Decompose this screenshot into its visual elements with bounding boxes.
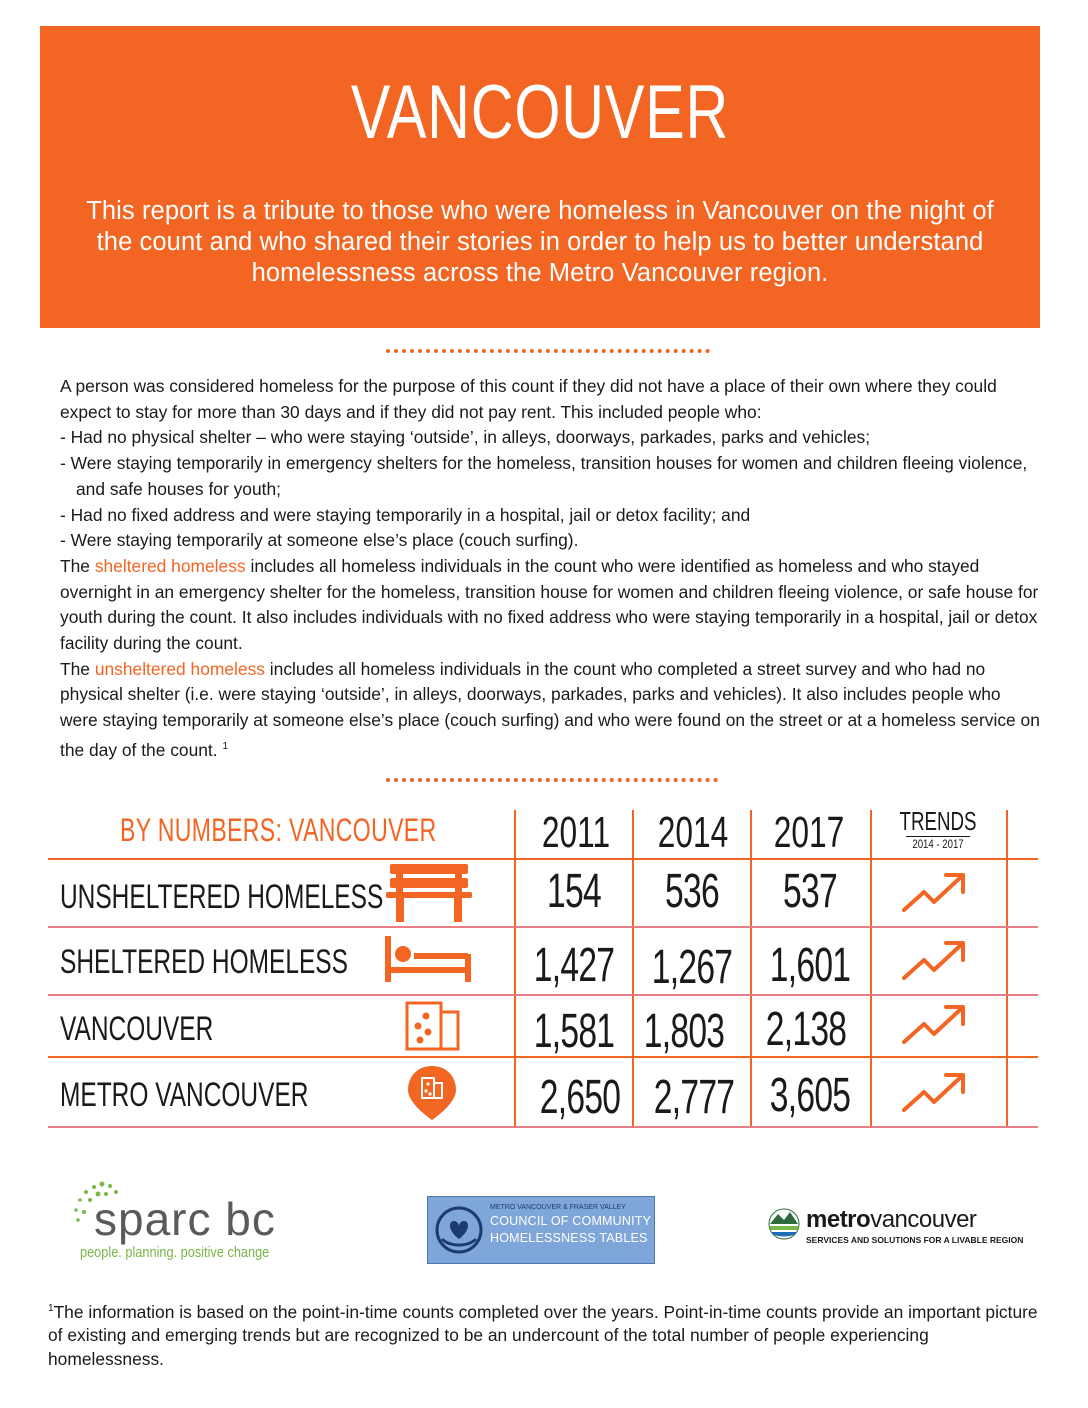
count-cell: 2,777 — [653, 1071, 735, 1124]
sheltered-prefix: The — [60, 555, 95, 576]
sheltered-term: sheltered homeless — [94, 555, 246, 576]
count-cell: 2,138 — [765, 1003, 847, 1056]
count-cell: 1,267 — [651, 941, 733, 994]
count-cell: 1,581 — [533, 1005, 615, 1058]
trends-label: TRENDS — [899, 806, 977, 836]
count-cell: 2,650 — [539, 1071, 621, 1124]
row-label: UNSHELTERED HOMELESS — [60, 878, 384, 916]
dotted-divider — [386, 349, 710, 353]
bench-icon — [386, 862, 472, 929]
bed-icon — [384, 934, 472, 989]
row-label: SHELTERED HOMELESS — [60, 943, 348, 981]
definition-text — [60, 374, 1040, 763]
count-cell: 3,605 — [769, 1069, 851, 1122]
trend-up-icon — [900, 870, 968, 921]
mv-bold: metro — [806, 1206, 871, 1233]
dotted-divider — [386, 778, 718, 782]
location-pin-building-icon — [404, 1064, 460, 1127]
council-name-line1: COUNCIL OF COMMUNITY — [490, 1214, 652, 1228]
footnote-marker: 1 — [222, 740, 229, 752]
row-label: VANCOUVER — [60, 1010, 214, 1048]
sheltered-definition — [60, 554, 1040, 657]
unsheltered-definition — [60, 657, 1040, 764]
row-label: METRO VANCOUVER — [60, 1076, 309, 1114]
council-logo — [427, 1196, 655, 1264]
row-divider — [48, 858, 1038, 860]
sparc-tagline: people. planning. positive change — [80, 1244, 270, 1261]
page-title: VANCOUVER — [350, 70, 730, 155]
count-cell: 536 — [665, 865, 719, 918]
count-cell: 154 — [547, 865, 601, 918]
count-cell: 1,427 — [533, 939, 615, 992]
definition-bullet: - Had no physical shelter – who were staying ‘outside’, in alleys, doorways, parkades, parks and vehicles; — [60, 427, 871, 448]
heart-hands-icon — [434, 1205, 484, 1255]
row-divider — [48, 926, 1038, 928]
trend-up-icon — [900, 1002, 968, 1053]
trend-up-icon — [900, 1070, 968, 1121]
count-cell: 537 — [783, 865, 837, 918]
unsheltered-prefix: The — [60, 658, 95, 679]
year-header: 2011 — [541, 808, 611, 857]
numbers-title: BY NUMBERS: VANCOUVER — [120, 812, 437, 848]
definition-bullet: - Had no fixed address and were staying temporarily in a hospital, jail or detox facility; and — [60, 504, 751, 525]
sparc-bc-logo — [72, 1180, 292, 1260]
unsheltered-text: includes all homeless individuals in the count who completed a street survey and who had no physical shelter (i.e. were staying ‘outside’, in alleys, doorways, parkades, parks and vehicles). It also includes people who were staying temporarily at someone else’s place (couch surfing) and who were found on the street or at a homeless service on the day of the count. — [60, 658, 1040, 760]
count-cell: 1,803 — [643, 1005, 725, 1058]
sheltered-text: includes all homeless individuals in the count who were identified as homeless and who stayed overnight in an emergency shelter for the homeless, transition house for women and children fleeing violence, or safe house for youth during the count. It also includes individuals with no fixed address who were staying temporarily in a hospital, jail or detox facility during the count. — [60, 555, 1039, 654]
metro-vancouver-name — [806, 1206, 976, 1234]
count-cell: 1,601 — [769, 939, 851, 992]
trend-up-icon — [900, 938, 968, 989]
year-header: 2017 — [773, 808, 845, 857]
trends-range: 2014 - 2017 — [906, 836, 970, 851]
council-name-line2: HOMELESSNESS TABLES — [490, 1231, 648, 1245]
definition-bullet — [60, 451, 1040, 502]
trends-header — [868, 808, 1008, 851]
definition-bullet: - Were staying temporarily at someone else’s place (couch surfing). — [60, 530, 579, 551]
sparc-name: sparc bc — [94, 1193, 276, 1245]
row-divider — [48, 1126, 1038, 1128]
footnote-mark: 1 — [48, 1303, 54, 1314]
metro-vancouver-tagline: SERVICES AND SOLUTIONS FOR A LIVABLE REGION — [806, 1235, 1024, 1245]
footnote — [48, 1297, 1048, 1371]
city-building-icon — [404, 1000, 462, 1057]
mv-rest: vancouver — [870, 1206, 977, 1233]
row-divider — [48, 994, 1038, 996]
definition-bullet-text: - Were staying temporarily in emergency shelters for the homeless, transition houses for women and children fleeing violence, and safe houses for youth; — [60, 453, 1028, 499]
unsheltered-term: unsheltered homeless — [94, 658, 265, 679]
definition-lead: A person was considered homeless for the purpose of this count if they did not have a place of their own where they could expect to stay for more than 30 days and if they did not pay rent. This included people who: — [60, 376, 997, 422]
metro-vancouver-logo — [766, 1206, 1024, 1246]
numbers-table — [48, 798, 1038, 1128]
title-banner — [40, 26, 1040, 328]
mountain-wave-icon — [766, 1208, 802, 1240]
council-region: METRO VANCOUVER & FRASER VALLEY — [490, 1204, 626, 1211]
page-subtitle: This report is a tribute to those who were homeless in Vancouver on the night of the count and who shared their stories in order to help us to better understand homelessness across the Metro Vancouver region. — [86, 197, 994, 287]
footnote-text: The information is based on the point-in-time counts completed over the years. Point-in-time counts provide an important picture of existing and emerging trends but are recognized to be an undercount of the total number of people experiencing homelessness. — [48, 1301, 1038, 1369]
year-header: 2014 — [657, 808, 729, 857]
